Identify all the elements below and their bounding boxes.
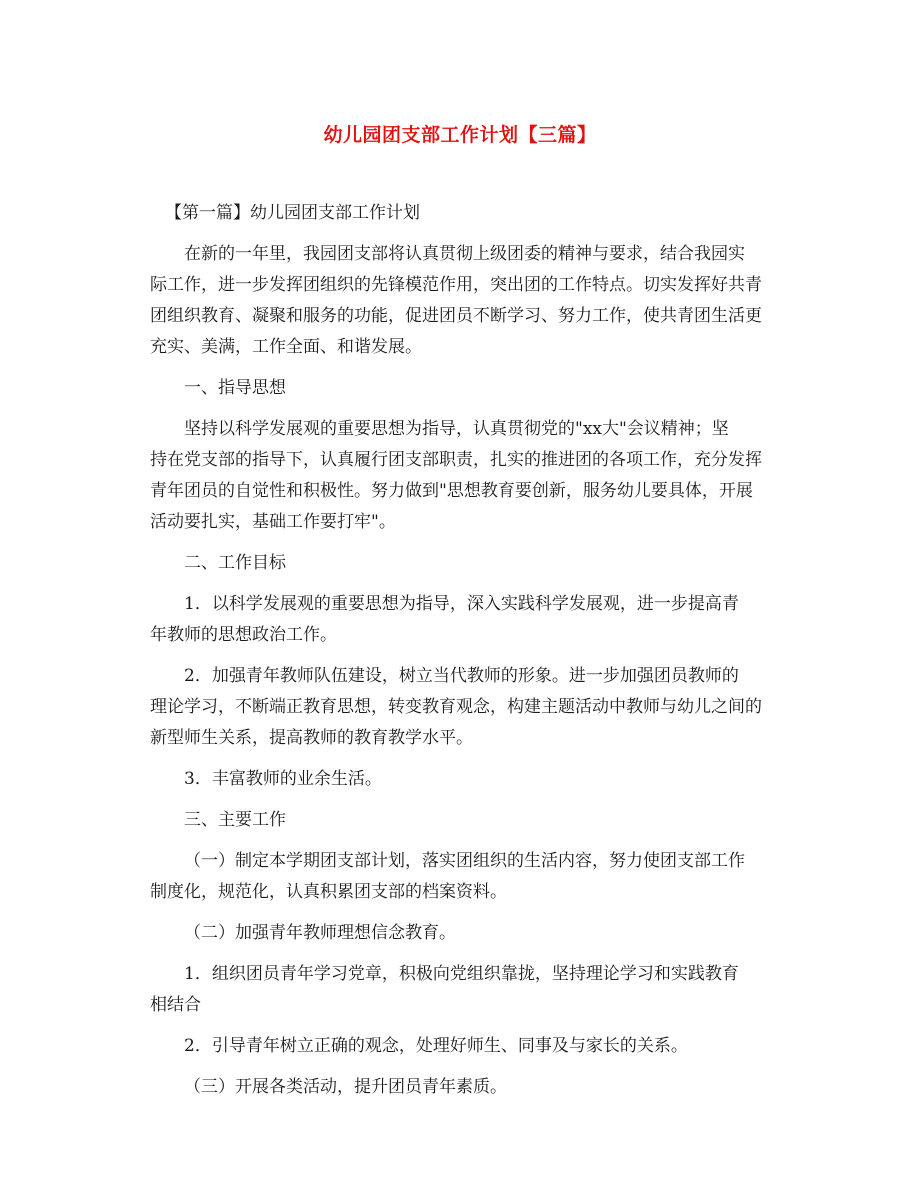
paragraph-line: 新型师生关系，提高教师的教育教学水平。 xyxy=(150,728,473,748)
paragraph xyxy=(150,1031,790,1062)
paragraph xyxy=(150,239,790,363)
document-title: 幼儿园团支部工作计划【三篇】 xyxy=(323,124,597,146)
paragraph-gap xyxy=(150,579,790,589)
paragraph xyxy=(150,1072,790,1103)
paragraph-line: 三、主要工作 xyxy=(184,810,286,830)
paragraph-gap xyxy=(150,908,790,918)
paragraph-gap xyxy=(150,1062,790,1072)
paragraph-line: 【第一篇】幼儿园团支部工作计划 xyxy=(165,203,420,223)
document-body xyxy=(150,198,790,1113)
paragraph-line: （一）制定本学期团支部计划，落实团组织的生活内容，努力使团支部工作 xyxy=(184,851,745,871)
paragraph-line: 充实、美满，工作全面、和谐发展。 xyxy=(150,337,422,357)
paragraph xyxy=(150,548,790,579)
paragraph-gap xyxy=(150,795,790,805)
paragraph-line: 坚持以科学发展观的重要思想为指导，认真贯彻党的"xx大"会议精神；坚 xyxy=(184,419,729,439)
paragraph-line: （二）加强青年教师理想信念教育。 xyxy=(184,923,456,943)
paragraph xyxy=(150,414,790,538)
paragraph-line: 青年团员的自觉性和积极性。努力做到"思想教育要创新，服务幼儿要具体，开展 xyxy=(150,481,753,501)
paragraph-line: 二、工作目标 xyxy=(184,553,286,573)
paragraph-line: 3．丰富教师的业余生活。 xyxy=(184,769,382,789)
paragraph xyxy=(150,846,790,908)
paragraph-line: 持在党支部的指导下，认真履行团支部职责，扎实的推进团的各项工作，充分发挥 xyxy=(150,450,762,470)
paragraph xyxy=(150,918,790,949)
paragraph xyxy=(150,589,790,651)
paragraph-line: 在新的一年里，我园团支部将认真贯彻上级团委的精神与要求，结合我园实 xyxy=(184,244,745,264)
paragraph-line: 活动要扎实，基础工作要打牢"。 xyxy=(150,512,396,532)
paragraph xyxy=(150,373,790,404)
paragraph-line: 际工作，进一步发挥团组织的先锋模范作用，突出团的工作特点。切实发挥好共青 xyxy=(150,275,762,295)
paragraph-line: 2．加强青年教师队伍建设，树立当代教师的形象。进一步加强团员教师的 xyxy=(184,666,739,686)
paragraph-line: 理论学习，不断端正教育思想，转变教育观念，构建主题活动中教师与幼儿之间的 xyxy=(150,697,762,717)
paragraph-gap xyxy=(150,949,790,959)
paragraph-line: 团组织教育、凝聚和服务的功能，促进团员不断学习、努力工作，使共青团生活更 xyxy=(150,306,762,326)
paragraph xyxy=(150,661,790,754)
paragraph-line: 1．组织团员青年学习党章，积极向党组织靠拢，坚持理论学习和实践教育 xyxy=(184,964,739,984)
paragraph xyxy=(150,805,790,836)
paragraph-gap xyxy=(150,229,790,239)
paragraph xyxy=(150,764,790,795)
paragraph-gap xyxy=(150,651,790,661)
paragraph-gap xyxy=(150,836,790,846)
paragraph-line: 年教师的思想政治工作。 xyxy=(150,625,337,645)
paragraph-line: 2．引导青年树立正确的观念，处理好师生、同事及与家长的关系。 xyxy=(184,1036,688,1056)
paragraph-gap xyxy=(150,538,790,548)
paragraph-gap xyxy=(150,404,790,414)
paragraph xyxy=(150,959,790,1021)
paragraph-gap xyxy=(150,754,790,764)
paragraph-gap xyxy=(150,1103,790,1113)
paragraph xyxy=(150,198,790,229)
paragraph-gap xyxy=(150,1021,790,1031)
paragraph-gap xyxy=(150,363,790,373)
paragraph-line: 相结合 xyxy=(150,995,201,1015)
paragraph-line: （三）开展各类活动，提升团员青年素质。 xyxy=(184,1077,507,1097)
paragraph-line: 1．以科学发展观的重要思想为指导，深入实践科学发展观，进一步提高青 xyxy=(184,594,739,614)
paragraph-line: 一、指导思想 xyxy=(184,378,286,398)
paragraph-line: 制度化，规范化，认真积累团支部的档案资料。 xyxy=(150,882,507,902)
